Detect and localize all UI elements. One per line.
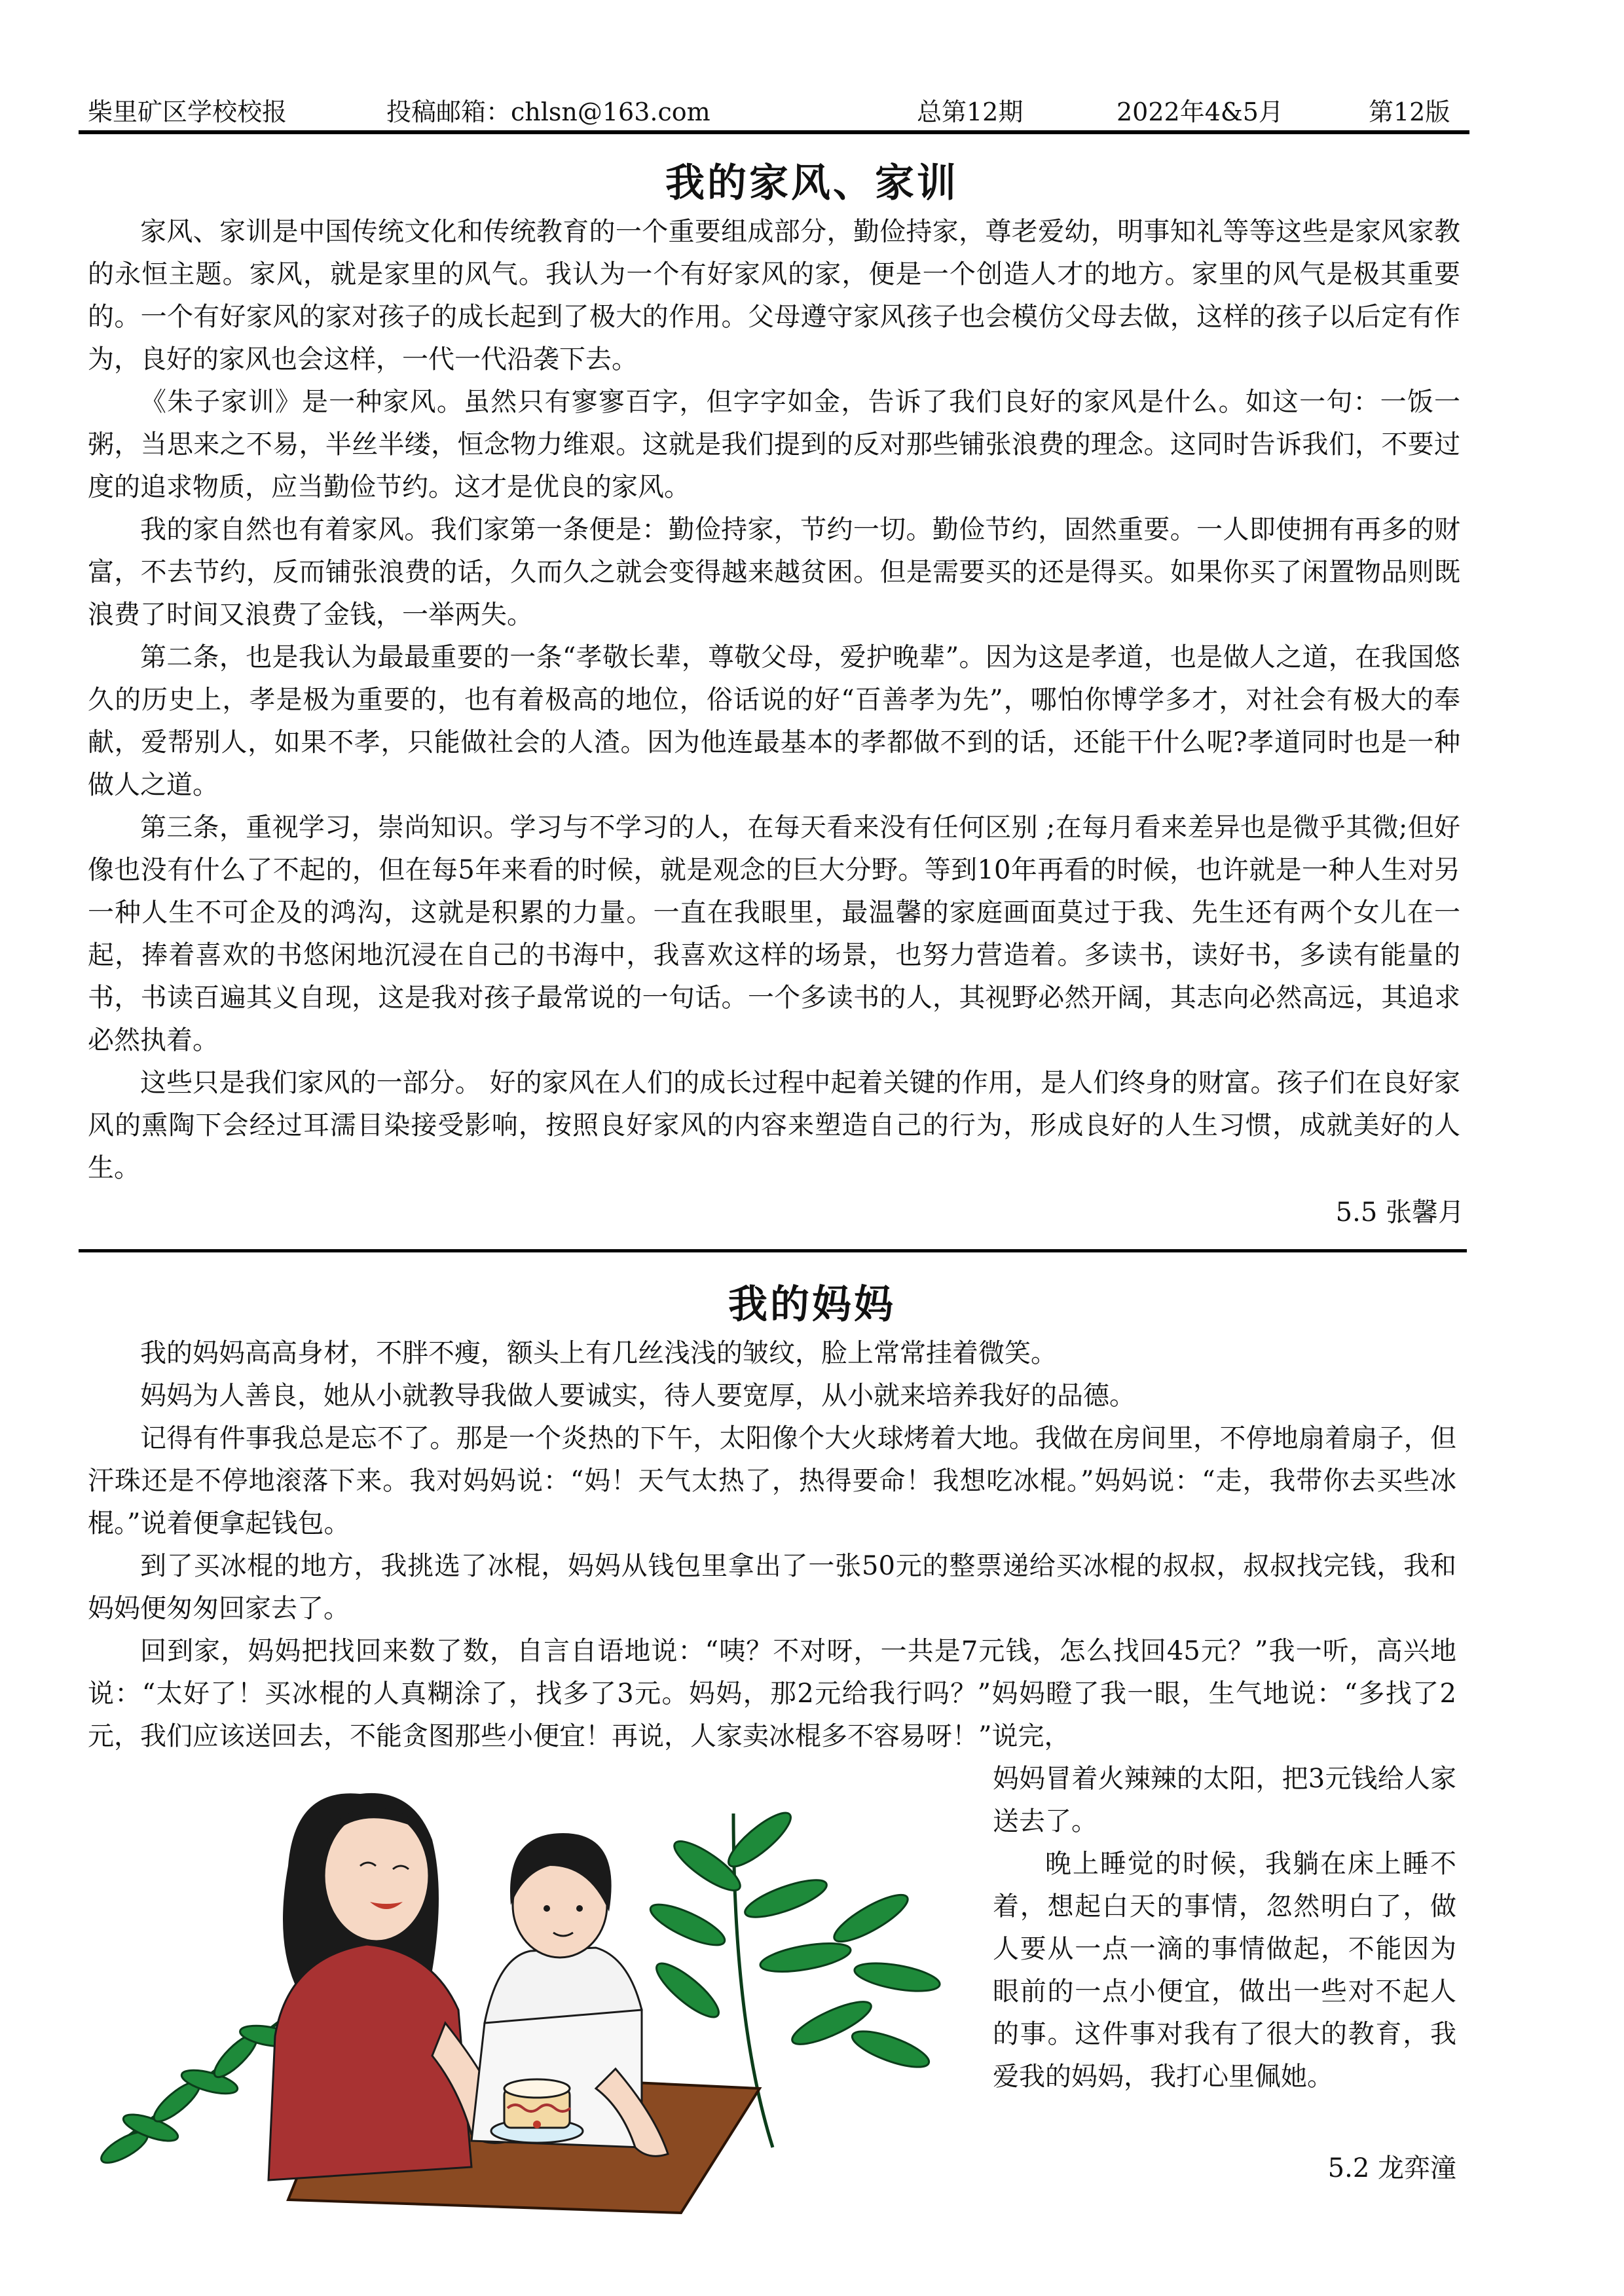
article1-paragraph: 《朱子家训》是一种家风。虽然只有寥寥百字，但字字如金，告诉了我们良好的家风是什么。如这一句：一饭一粥，当思来之不易，半丝半缕，恒念物力维艰。这就是我们提到的反对那些铺张浪费的理念。这同时告诉我们，不要过度的追求物质，应当勤俭节约。这才是优良的家风。 — [88, 387, 1460, 502]
article2-paragraph: 回到家，妈妈把找回来数了数，自言自语地说：“咦？不对呀，一共是7元钱，怎么找回45元？”我一听，高兴地说：“太好了！买冰棍的人真糊涂了，找多了3元。妈妈，那2元给我行吗？”妈妈瞪了我一眼，生气地说：“多找了2元，我们应该送回去，不能贪图那些小便宜！再说，人家卖冰棍多不容易呀！”说完， — [88, 1636, 1456, 1751]
submission-email: 投稿邮箱：chlsn@163.com — [386, 98, 710, 126]
article2-title: 我的妈妈 — [728, 1282, 896, 1328]
issue-number: 总第12期 — [917, 98, 1024, 126]
issue-date: 2022年4&5月 — [1116, 98, 1283, 126]
page-header — [79, 84, 1469, 131]
article1-title: 我的家风、家训 — [665, 160, 959, 206]
section-divider — [79, 1249, 1467, 1252]
article1-paragraph: 家风、家训是中国传统文化和传统教育的一个重要组成部分，勤俭持家，尊老爱幼，明事知礼等等这些是家风家教的永恒主题。家风，就是家里的风气。我认为一个有好家风的家，便是一个创造人才的地方。家里的风气是极其重要的。一个有好家风的家对孩子的成长起到了极大的作用。父母遵守家风孩子也会模仿父母去做，这样的孩子以后定有作为，良好的家风也会这样，一代一代沿袭下去。 — [88, 217, 1460, 374]
article2-paragraph: 到了买冰棍的地方，我挑选了冰棍，妈妈从钱包里拿出了一张50元的整票递给买冰棍的叔叔，叔叔找完钱，我和妈妈便匆匆回家去了。 — [88, 1551, 1456, 1624]
article2-side-text — [993, 1758, 1456, 2098]
article1-paragraph: 我的家自然也有着家风。我们家第一条便是：勤俭持家，节约一切。勤俭节约，固然重要。一人即使拥有再多的财富，不去节约，反而铺张浪费的话，久而久之就会变得越来越贫困。但是需要买的还是得买。如果你买了闲置物品则既浪费了时间又浪费了金钱，一举两失。 — [88, 515, 1460, 630]
school-name: 柴里矿区学校校报 — [88, 98, 287, 126]
article2-continuation: 妈妈冒着火辣辣的太阳，把3元钱给人家送去了。 — [993, 1764, 1456, 1836]
page-number: 第12版 — [1369, 98, 1450, 126]
article1-signature: 5.5 张馨月 — [1335, 1197, 1464, 1228]
article1-body — [88, 211, 1460, 1190]
article2-body — [88, 1332, 1456, 1758]
header-rule — [79, 130, 1469, 134]
article1-paragraph: 第三条，重视学习，崇尚知识。学习与不学习的人，在每天看来没有任何区别 ;在每月看来差异也是微乎其微;但好像也没有什么了不起的，但在每5年来看的时候，就是观念的巨大分野。等到10年再看的时候，也许就是一种人生对另一种人生不可企及的鸿沟，这就是积累的力量。一直在我眼里，最温馨的家庭画面莫过于我、先生还有两个女儿在一起，捧着喜欢的书悠闲地沉浸在自己的书海中，我喜欢这样的场景，也努力营造着。多读书，读好书，多读有能量的书，书读百遍其义自现，这是我对孩子最常说的一句话。一个多读书的人，其视野必然开阔，其志向必然高远，其追求必然执着。 — [88, 812, 1460, 1055]
article2-paragraph: 记得有件事我总是忘不了。那是一个炎热的下午，太阳像个大火球烤着大地。我做在房间里，不停地扇着扇子，但汗珠还是不停地滚落下来。我对妈妈说：“妈！天气太热了，热得要命！我想吃冰棍。”妈妈说：“走，我带你去买些冰棍。”说着便拿起钱包。 — [88, 1423, 1456, 1539]
article2-signature: 5.2 龙弈潼 — [1327, 2153, 1456, 2183]
article1-paragraph: 这些只是我们家风的一部分。 好的家风在人们的成长过程中起着关键的作用，是人们终身的财富。孩子们在良好家风的熏陶下会经过耳濡目染接受影响，按照良好家风的内容来塑造自己的行为，形成良好的人生习惯，成就美好的人生。 — [88, 1068, 1460, 1183]
article1-paragraph: 第二条，也是我认为最最重要的一条“孝敬长辈，尊敬父母，爱护晚辈”。因为这是孝道，也是做人之道，在我国悠久的历史上，孝是极为重要的，也有着极高的地位，俗话说的好“百善孝为先”，哪怕你博学多才，对社会有极大的奉献，爱帮别人，如果不孝，只能做社会的人渣。因为他连最基本的孝都做不到的话，还能干什么呢?孝道同时也是一种做人之道。 — [88, 642, 1460, 800]
article2-paragraph: 我的妈妈高高身材，不胖不瘦，额头上有几丝浅浅的皱纹，脸上常常挂着微笑。 — [140, 1338, 1057, 1368]
article2-paragraph: 妈妈为人善良，她从小就教导我做人要诚实，待人要宽厚，从小就来培养我好的品德。 — [140, 1381, 1135, 1411]
article2-paragraph: 晚上睡觉的时候，我躺在床上睡不着，想起白天的事情，忽然明白了，做人要从一点一滴的事情做起，不能因为眼前的一点小便宜，做出一些对不起人的事。这件事对我有了很大的教育，我爱我的妈妈，我打心里佩她。 — [993, 1849, 1456, 2092]
cake — [491, 2079, 583, 2143]
mother-child-illustration — [79, 1761, 976, 2219]
